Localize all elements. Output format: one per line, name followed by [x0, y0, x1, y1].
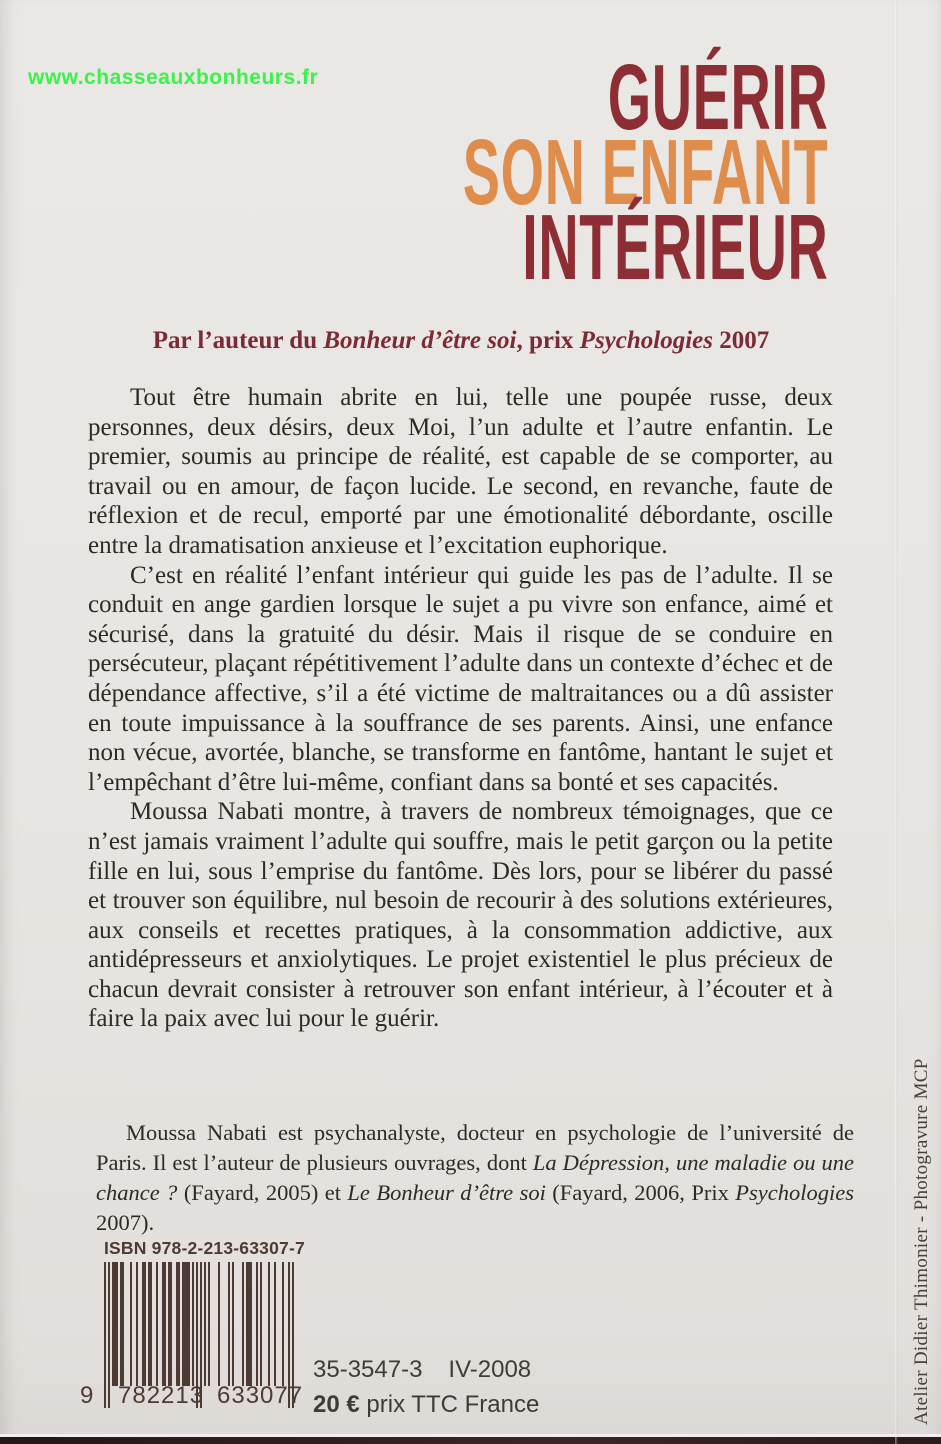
back-cover-blurb — [88, 383, 833, 1034]
print-date: IV-2008 — [448, 1356, 532, 1383]
ean13-barcode — [80, 1262, 304, 1409]
isbn-block — [80, 1238, 305, 1409]
blurb-paragraph: Moussa Nabati montre, à travers de nombreux témoignages, que ce n’est jamais vraiment l’adulte qui souffre, mais le petit garçon ou la petite fille en lui, sous l’emprise du fantôme. Dès lors, pour se libérer du passé et trouver son équilibre, nul besoin de recourir à des solutions extérieures, aux conseils et recettes pratiques, à la consommation addictive, aux antidépresseurs et anxiolytiques. Le projet existentiel le plus précieux de chacun devrait consister à retrouver son enfant intérieur, à l’écouter et à faire la paix avec lui pour le guérir. — [88, 798, 833, 1033]
barcode-digit-group: 633077 — [217, 1382, 304, 1409]
blurb-paragraph: Tout être humain abrite en lui, telle une poupée russe, deux personnes, deux désirs, deux Moi, l’un adulte et l’autre enfantin. Le premier, soumis au principe de réalité, est capable de se comporter, au travail ou en amour, de façon lucide. Le second, en revanche, faute de réflexion et de recul, emporté par une émotionalité débordante, oscille entre la dramatisation anxieuse et l’excitation euphorique. — [88, 384, 833, 559]
author-award-tagline: Par l’auteur du Bonheur d’être soi, prix Psychologies 2007 — [152, 327, 770, 354]
edition-print-codes — [313, 1356, 531, 1384]
watermark-url: www.chasseauxbonheurs.fr — [28, 66, 319, 89]
isbn-label: ISBN 978-2-213-63307-7 — [104, 1238, 305, 1258]
barcode-digit-group: 782213 — [118, 1382, 205, 1409]
edition-code: 35-3547-3 — [313, 1356, 423, 1383]
title-line-1: GUÉRIR — [607, 45, 828, 149]
price-suffix: prix TTC France — [366, 1391, 540, 1418]
price-line — [313, 1391, 539, 1419]
design-credit: Atelier Didier Thimonier - Photogravure MCP — [911, 1058, 932, 1426]
blurb-paragraph: C’est en réalité l’enfant intérieur qui guide les pas de l’adulte. Il se conduit en ange gardien lorsque le sujet a pu vivre son enfance, aimé et sécurisé, dans la gratuité du désir. Mais il risque de se conduire en persécuteur, plaçant répétitivement l’adulte dans un contexte d’échec et de dépendance affective, s’il a été victime de maltraitances ou a dû assister en toute impuissance à la souffrance de ses parents. Ainsi, une enfance non vécue, avortée, blanche, se transforme en fantôme, hantant le sujet et l’empêchant d’être lui-même, confiant dans sa bonté et ses capacités. — [88, 561, 833, 796]
title-line-3: INTÉRIEUR — [521, 195, 828, 299]
title-line-2: SON ENFANT — [462, 120, 828, 224]
book-bottom-shadow — [0, 1437, 941, 1444]
author-bio: Moussa Nabati est psychanalyste, docteur en psychologie de l’université de Paris. Il est l’auteur de plusieurs ouvrages, dont La Dépression, une maladie ou une chance ? (Fayard, 2005) et Le Bonheur d’être soi (Fayard, 2006, Prix Psychologies 2007). — [96, 1120, 854, 1235]
price-value: 20 € — [313, 1391, 360, 1418]
book-title — [219, 45, 828, 299]
barcode-digit-group: 9 — [80, 1382, 95, 1409]
